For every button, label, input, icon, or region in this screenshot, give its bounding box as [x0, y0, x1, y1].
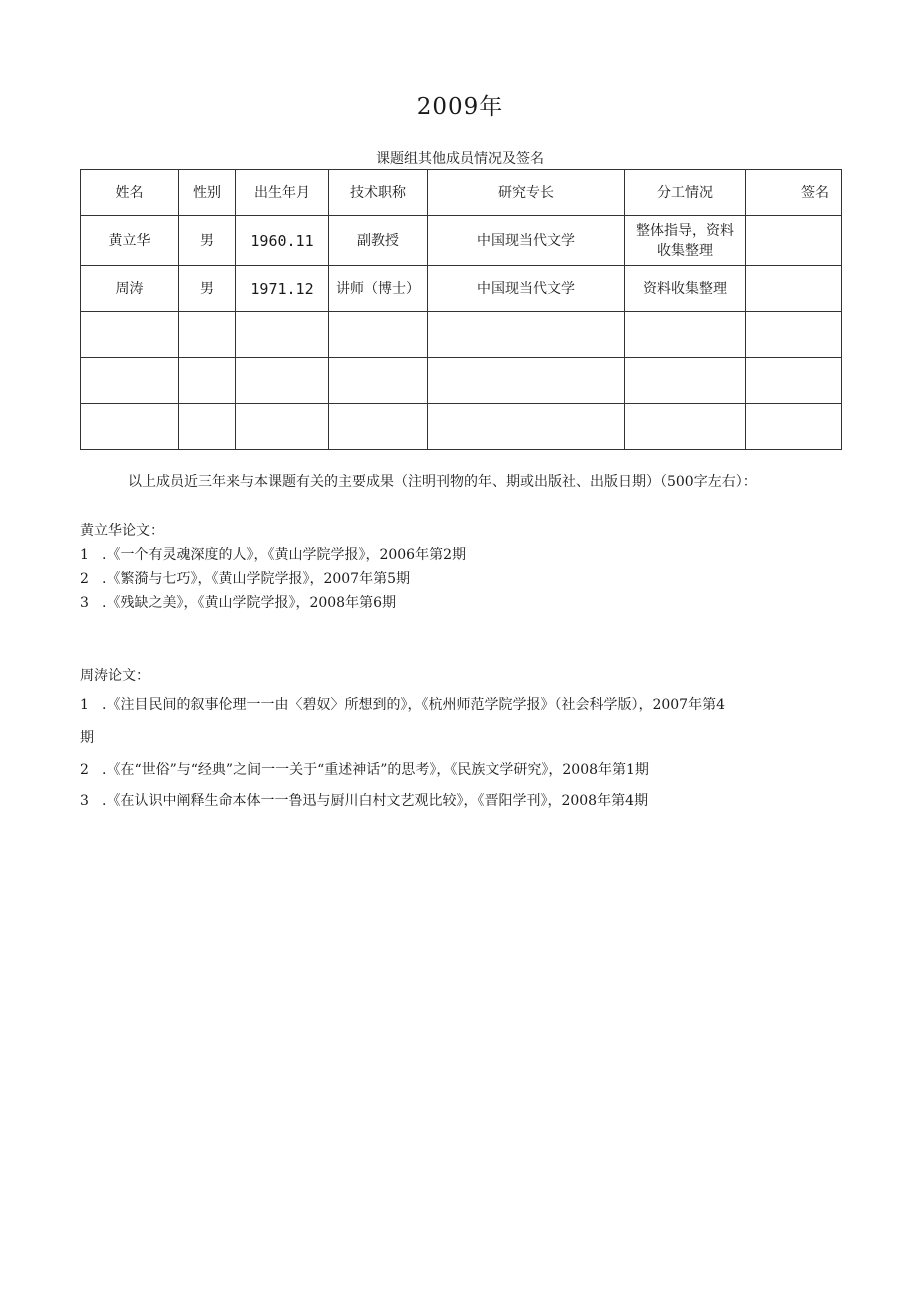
cell-title: 副教授 — [329, 216, 428, 266]
cell-division-line2: 收集整理 — [657, 242, 713, 259]
members-table — [80, 169, 842, 450]
header-name: 姓名 — [81, 170, 179, 216]
item-text: .《在“世俗”与“经典”之间一一关于“重述神话”的思考》，《民族文学研究》，2008年第1期 — [102, 762, 649, 778]
section-heading: 黄立华论文： — [80, 523, 164, 539]
table-row-empty — [81, 404, 842, 450]
cell-birth: 1971.12 — [236, 266, 329, 312]
list-item — [80, 592, 396, 612]
list-item — [80, 790, 648, 810]
header-title: 技术职称 — [329, 170, 428, 216]
list-item — [80, 544, 466, 564]
year-heading: 2009年 — [416, 94, 504, 120]
achievements-note: 以上成员近三年来与本课题有关的主要成果（注明刊物的年、期或出版社、出版日期）（500字左右）： — [128, 474, 757, 490]
item-text: .《繁漪与七巧》，《黄山学院学报》，2007年第5期 — [102, 571, 410, 587]
cell-division: 资料收集整理 — [625, 266, 746, 312]
cell-sign[interactable] — [746, 216, 842, 266]
list-item — [80, 694, 725, 714]
cell-title: 讲师（博士） — [329, 266, 428, 312]
table-row-empty — [81, 358, 842, 404]
list-item — [80, 759, 649, 779]
cell-division-line1: 整体指导，资料 — [636, 222, 734, 239]
item-text: .《注目民间的叙事伦理一一由〈碧奴〉所想到的》，《杭州师范学院学报》（社会科学版），2007年第4 — [102, 697, 725, 713]
item-number: 3 — [80, 793, 89, 809]
cell-specialty: 中国现当代文学 — [428, 266, 625, 312]
header-gender: 性别 — [179, 170, 236, 216]
cell-birth: 1960.11 — [236, 216, 329, 266]
table-header-row — [81, 170, 842, 216]
cell-name: 黄立华 — [81, 216, 179, 266]
list-item — [80, 568, 410, 588]
list-item-continuation: 期 — [80, 730, 94, 746]
header-specialty: 研究专长 — [428, 170, 625, 216]
item-number: 1 — [80, 547, 89, 563]
cell-division — [625, 216, 746, 266]
item-text: .《在认识中阐释生命本体一一鲁迅与厨川白村文艺观比较》，《晋阳学刊》，2008年第4期 — [102, 793, 648, 809]
header-sign: 签名 — [746, 170, 842, 216]
section-heading: 周涛论文： — [80, 668, 150, 684]
header-birth: 出生年月 — [236, 170, 329, 216]
item-number: 2 — [80, 762, 89, 778]
item-number: 2 — [80, 571, 89, 587]
item-number: 3 — [80, 595, 89, 611]
item-number: 1 — [80, 697, 89, 713]
table-row-empty — [81, 312, 842, 358]
item-text: .《一个有灵魂深度的人》，《黄山学院学报》，2006年第2期 — [102, 547, 466, 563]
table-row — [81, 266, 842, 312]
cell-gender: 男 — [179, 266, 236, 312]
table-caption: 课题组其他成员情况及签名 — [376, 151, 544, 167]
header-division: 分工情况 — [625, 170, 746, 216]
cell-sign[interactable] — [746, 266, 842, 312]
cell-name: 周涛 — [81, 266, 179, 312]
table-row — [81, 216, 842, 266]
item-text: .《残缺之美》，《黄山学院学报》，2008年第6期 — [102, 595, 396, 611]
cell-gender: 男 — [179, 216, 236, 266]
cell-specialty: 中国现当代文学 — [428, 216, 625, 266]
